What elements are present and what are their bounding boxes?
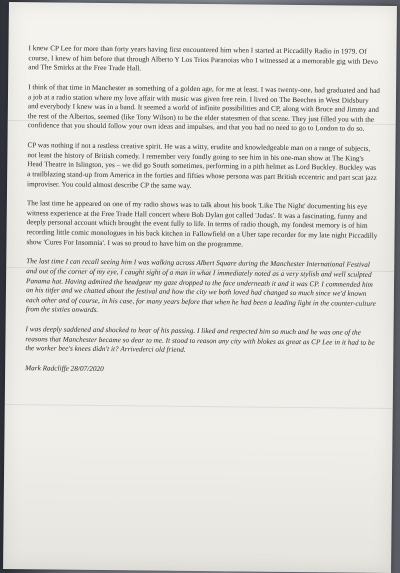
letter-sheet	[3, 2, 397, 573]
signature: Mark Radcliffe 28/07/2020	[25, 364, 104, 374]
paragraph-3: CP was nothing if not a restless creative spirit. He was a witty, erudite and knowledgeable man on a range of subjects, not least the history of British comedy. I remember very fondly going to see him in his one-man show at The King's Head Theatre in Islington, yes – we did go South sometimes, performing in a pith helmet as Lord Buckley. Buckley was a trailblazing stand-up from America in the forties and fifties whose persona was part British eccentric and part scat jazz improviser. You could almost describe CP the same way.	[27, 141, 377, 190]
paragraph-2: I think of that time in Manchester as something of a golden age, for me at least. I was twenty-one, had graduated and had a job at a radio station where my love affair with music was given free rein. I lived on The Beeches in West Didsbury and everybody I knew was in a band. It seemed a world of infinite possibilities and CP, along with Bruce and Jimmy and the rest of the Albertos, seemed (like Tony Wilson) to be the elder statesmen of that scene. They just filled you with the confidence that you should follow your own ideas and impulses, and that you had no need to go to London to do so.	[27, 83, 380, 134]
paragraph-4: The last time he appeared on one of my radio shows was to talk about his book 'Like The Night' documenting his eye witness experience at the Free Trade Hall concert where Bob Dylan got called 'Judas'. It was a fascinating, funny and deeply personal account which brought the event fully to life. In terms of radio though, my fondest memory is of him recording little comic monologues in his back kitchen in Fallowfield on a Uher tape recorder for my late night Piccadilly show 'Cures For Insomnia'. I was so proud to have him on the programme.	[26, 199, 378, 249]
paragraph-6: I was deeply saddened and shocked to hear of his passing. I liked and respected him so much and he was one of the reasons that Manchester became so dear to me. It stood to reason any city with blokes as great as CP Lee in it had to be the worker bee's knees didn't it? Arrivederci old friend.	[25, 325, 375, 355]
paragraph-1: I knew CP Lee for more than forty years having first encountered him when I started at Piccadilly Radio in 1979. Of course, I knew of him before that through Alberto Y Los Trios Paranoias who I witnessed at a memorable gig with Devo and The Smirks at the Free Trade Hall.	[28, 44, 378, 73]
paragraph-5: The last time I can recall seeing him I was walking across Albert Square during the Manchester International Festival and out of the corner of my eye, I caught sight of a man in what I immediately noted as a very stylish and well sculpted Panama hat. Having admired the headgear my gaze dropped to the face underneath it and it was CP. I commended him on his titfer and we chatted about the festival and how the city we both loved had changed so much since we'd known each other and of course, in his case, for many years before that when he had been a leading light in the counter-culture from the sixties onwards.	[25, 257, 376, 315]
letter-body	[25, 44, 381, 388]
paper-crease	[5, 404, 393, 409]
